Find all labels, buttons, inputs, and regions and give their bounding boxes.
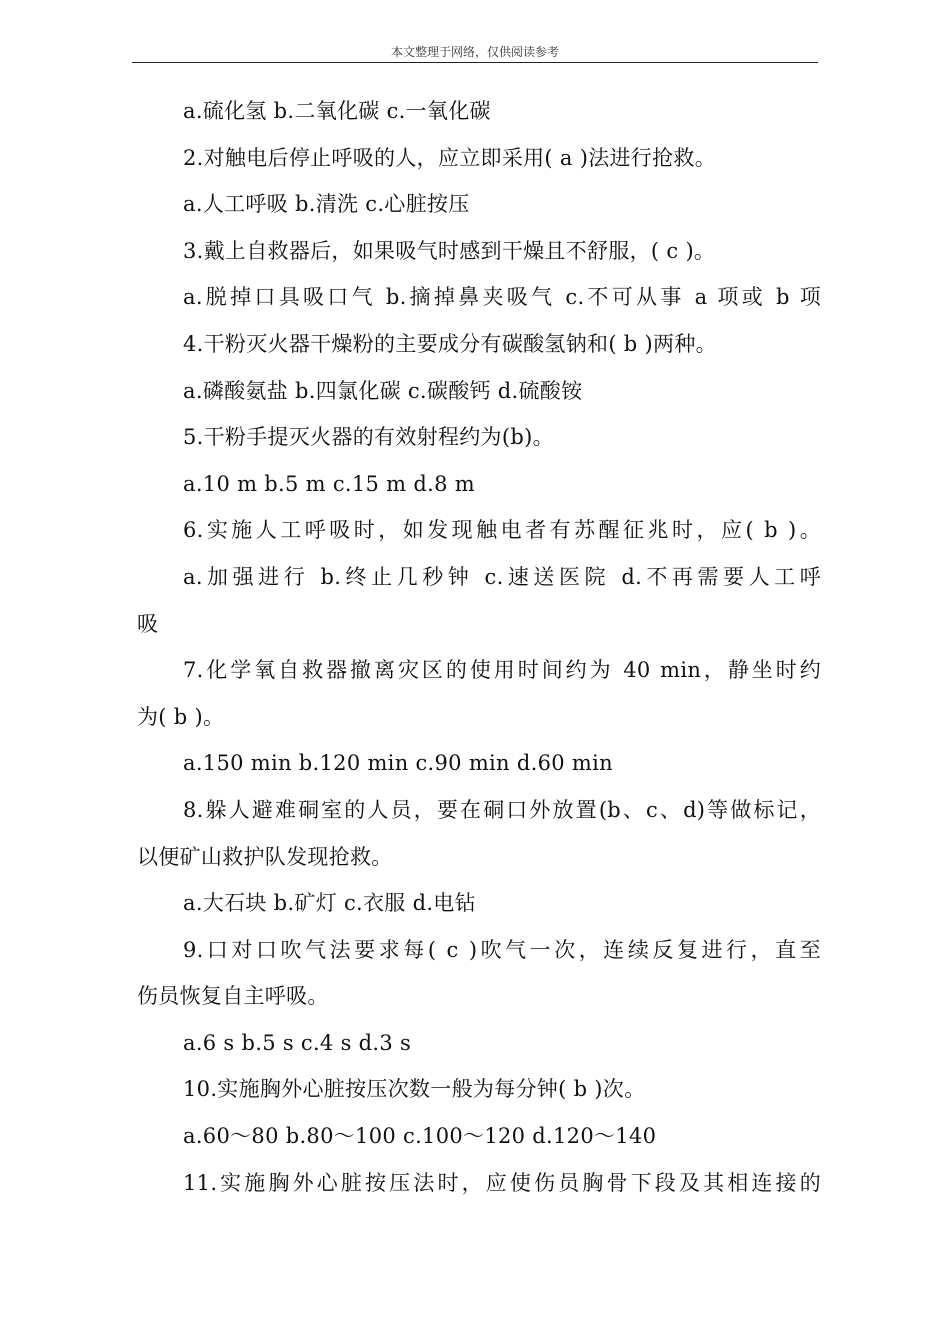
text-line: 伤员恢复自主呼吸。 — [137, 984, 329, 1009]
text-line: a.6 s b.5 s c.4 s d.3 s — [183, 1030, 412, 1055]
text-line: 5.干粉手提灭火器的有效射程约为(b)。 — [183, 425, 554, 450]
text-line: a.10 m b.5 m c.15 m d.8 m — [183, 471, 475, 496]
text-line: a.60～80 b.80～100 c.100～120 d.120～140 — [183, 1124, 657, 1149]
text-line: 11.实施胸外心脏按压法时，应使伤员胸骨下段及其相连接的 — [183, 1170, 821, 1195]
text-line: 为( b )。 — [137, 704, 225, 729]
header-text: 本文整理于网络，仅供阅读参考 — [390, 45, 559, 59]
text-line: 9.口对口吹气法要求每( c )吹气一次，连续反复进行，直至 — [183, 937, 821, 962]
text-line: 2.对触电后停止呼吸的人，应立即采用( a )法进行抢救。 — [183, 145, 716, 170]
text-line: a.大石块 b.矿灯 c.衣服 d.电钻 — [183, 891, 476, 916]
text-line: 以便矿山救护队发现抢救。 — [137, 844, 393, 869]
document-body — [137, 88, 821, 1206]
text-line: 6.实施人工呼吸时，如发现触电者有苏醒征兆时，应( b )。 — [183, 518, 821, 543]
text-line: 3.戴上自救器后，如果吸气时感到干燥且不舒服，( c )。 — [183, 238, 716, 263]
text-line: 7.化学氧自救器撤离灾区的使用时间约为 40 min，静坐时约 — [183, 658, 821, 683]
text-line: 10.实施胸外心脏按压次数一般为每分钟( b )次。 — [183, 1077, 646, 1102]
text-line: a.人工呼吸 b.清洗 c.心脏按压 — [183, 192, 470, 217]
page-header — [132, 44, 818, 63]
text-line: a.脱掉口具吸口气 b.摘掉鼻夹吸气 c.不可从事 a 项或 b 项 — [183, 285, 821, 310]
text-line: 8.躲人避难硐室的人员，要在硐口外放置(b、c、d)等做标记， — [183, 797, 821, 822]
text-line: a.150 min b.120 min c.90 min d.60 min — [183, 751, 613, 776]
text-line: a.磷酸氨盐 b.四氯化碳 c.碳酸钙 d.硫酸铵 — [183, 378, 583, 403]
text-line: a.硫化氢 b.二氧化碳 c.一氧化碳 — [183, 99, 491, 123]
text-line: 吸 — [137, 611, 159, 636]
text-line: 4.干粉灭火器干燥粉的主要成分有碳酸氢钠和( b )两种。 — [183, 331, 717, 356]
text-line: a.加强进行 b.终止几秒钟 c.速送医院 d.不再需要人工呼 — [183, 564, 821, 589]
